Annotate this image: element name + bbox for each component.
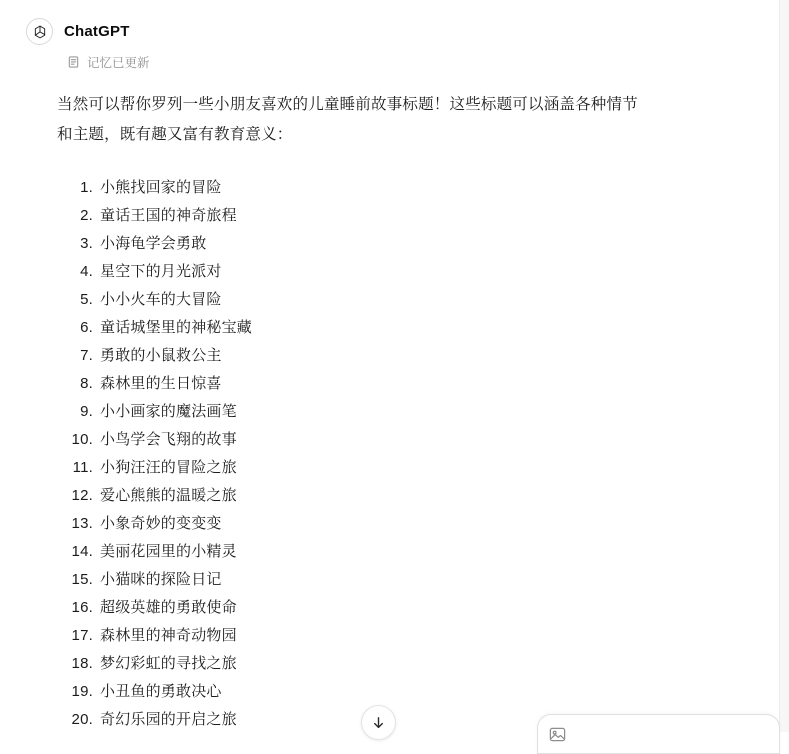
list-item: 超级英雄的勇敢使命 [100,599,237,616]
list-item: 勇敢的小鼠救公主 [100,347,222,364]
arrow-down-icon [371,715,386,730]
list-item: 奇幻乐园的开启之旅 [100,711,237,728]
message-input[interactable] [575,726,769,743]
list-item: 小海龟学会勇敢 [100,235,207,252]
right-panel-edge [779,0,789,732]
message-intro-text: 当然可以帮你罗列一些小朋友喜欢的儿童睡前故事标题！这些标题可以涵盖各种情节和主题，既有趣又富有教育意义： [57,96,638,143]
list-item: 小狗汪汪的冒险之旅 [100,459,237,476]
list-item: 童话王国的神奇旅程 [100,207,237,224]
message-header [0,18,760,45]
list-item: 小小火车的大冒险 [100,291,222,308]
image-icon[interactable] [548,725,567,744]
message-composer[interactable] [537,714,780,754]
memory-updated-icon [67,55,80,69]
list-item: 小熊找回家的冒险 [100,179,222,196]
story-title-list [0,174,760,734]
list-item: 星空下的月光派对 [100,263,222,280]
list-item: 小象奇妙的变变变 [100,515,222,532]
list-item: 爱心熊熊的温暖之旅 [100,487,237,504]
list-item: 小鸟学会飞翔的故事 [100,431,237,448]
list-item: 小丑鱼的勇敢决心 [100,683,222,700]
list-item: 梦幻彩虹的寻找之旅 [100,655,237,672]
list-item: 森林里的神奇动物园 [100,627,237,644]
list-item: 小猫咪的探险日记 [100,571,222,588]
memory-updated-badge [0,53,760,71]
list-item: 小小画家的魔法画笔 [100,403,237,420]
message-author: ChatGPT [64,23,130,40]
list-item: 森林里的生日惊喜 [100,375,222,392]
memory-updated-label: 记忆已更新 [87,56,150,70]
scroll-to-bottom-button[interactable] [361,705,396,740]
list-item: 童话城堡里的神秘宝藏 [100,319,253,336]
openai-logo-icon [26,18,53,45]
list-item: 美丽花园里的小精灵 [100,543,237,560]
